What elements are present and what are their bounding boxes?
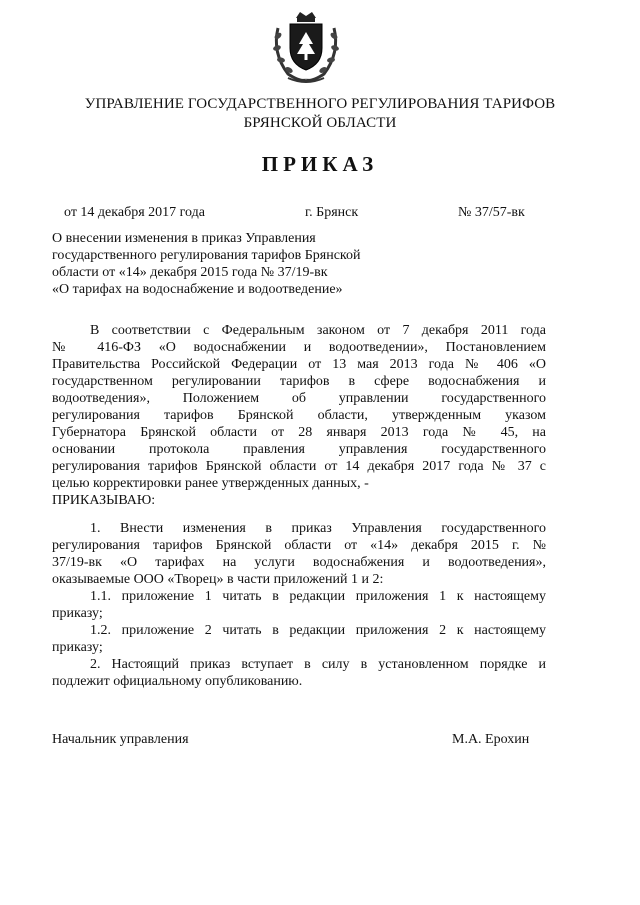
- preamble-line: № 416-ФЗ «О водоснабжении и водоотведении», Постановлением: [52, 340, 546, 355]
- subject-line: О внесении изменения в приказ Управления: [52, 231, 316, 246]
- preamble-line: основании протокола правления управления государственного: [52, 442, 546, 457]
- preamble-line: целью корректировки ранее утвержденных данных, -: [52, 476, 369, 491]
- org-line-2: БРЯНСКОЙ ОБЛАСТИ: [243, 115, 397, 131]
- clause-line: оказываемые ООО «Творец» в части приложений 1 и 2:: [52, 572, 384, 587]
- order-date: от 14 декабря 2017 года: [64, 205, 205, 220]
- document-title: ПРИКАЗ: [261, 152, 379, 176]
- clause-line: 1.2. приложение 2 читать в редакции приложения 2 к настоящему: [90, 623, 546, 638]
- signatory-position: Начальник управления: [52, 732, 189, 747]
- clause-line: приказу;: [52, 606, 103, 621]
- subject-line: государственного регулирования тарифов Брянской: [52, 248, 361, 263]
- preamble-line: водоотведения», Положением об управлении государственного: [52, 391, 546, 406]
- subject-line: области от «14» декабря 2015 года № 37/19-вк: [52, 265, 328, 280]
- clause-line: 1. Внести изменения в приказ Управления государственного: [90, 521, 546, 536]
- preamble-line: В соответствии с Федеральным законом от 7 декабря 2011 года: [90, 323, 546, 338]
- order-city: г. Брянск: [305, 205, 359, 220]
- preamble-line: Правительства Российской Федерации от 13 мая 2013 года № 406 «О: [52, 357, 546, 372]
- preamble-paragraph: [52, 322, 546, 509]
- order-clauses: [52, 520, 546, 690]
- org-line-1: УПРАВЛЕНИЕ ГОСУДАРСТВЕННОГО РЕГУЛИРОВАНИЯ ТАРИФОВ: [84, 96, 556, 112]
- preamble-line: регулирования тарифов Брянской области, утвержденным указом: [52, 408, 546, 423]
- organization-name: [40, 95, 600, 133]
- order-number: № 37/57-вк: [458, 205, 525, 220]
- clause-line: 1.1. приложение 1 читать в редакции приложения 1 к настоящему: [90, 589, 546, 604]
- subject-line: «О тарифах на водоснабжение и водоотведение»: [52, 282, 343, 297]
- clause-line: регулирования тарифов Брянской области от «14» декабря 2015 г. №: [52, 538, 546, 553]
- clause-line: 2. Настоящий приказ вступает в силу в установленном порядке и: [90, 657, 546, 672]
- preamble-line: регулирования тарифов Брянской области от 14 декабря 2017 года № 37 с: [52, 459, 546, 474]
- preamble-line: государственном регулировании тарифов в сфере водоснабжения и: [52, 374, 546, 389]
- preamble-line: Губернатора Брянской области от 28 января 2013 года № 45, на: [52, 425, 546, 440]
- coat-of-arms-emblem: [270, 8, 342, 86]
- order-subject: [52, 230, 432, 298]
- clause-line: подлежит официальному опубликованию.: [52, 674, 303, 689]
- order-keyword: ПРИКАЗЫВАЮ:: [52, 493, 156, 508]
- clause-line: 37/19-вк «О тарифах на услуги водоснабжения и водоотведения»,: [52, 555, 546, 570]
- signatory-name: М.А. Ерохин: [452, 732, 530, 747]
- clause-line: приказу;: [52, 640, 103, 655]
